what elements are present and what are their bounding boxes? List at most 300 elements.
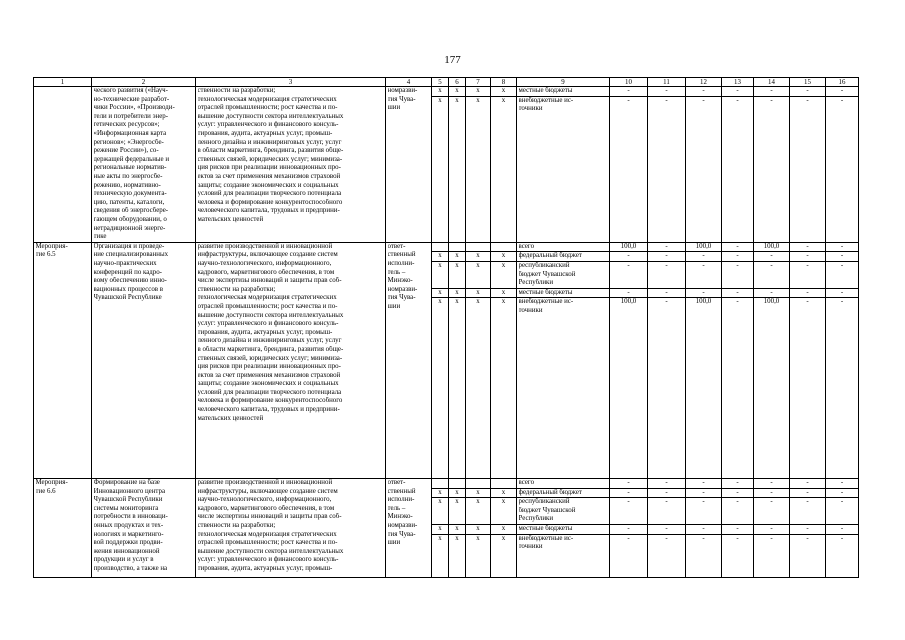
event-name-cell-line: продукции и услуг в bbox=[93, 556, 154, 564]
column-number-7: 7 bbox=[466, 78, 491, 87]
expected-result-cell-line: инфраструктуры, включающее создание систем bbox=[197, 487, 338, 495]
code-cell-c7 bbox=[466, 478, 491, 488]
event-name-cell-line: потребности в инноваци- bbox=[93, 513, 168, 521]
funding-source-cell bbox=[517, 534, 610, 577]
event-name-cell-line: тели и потребители энер- bbox=[93, 112, 169, 120]
code-cell-c8: x bbox=[491, 534, 517, 577]
amount-cell-year-7: - bbox=[826, 288, 859, 298]
code-cell-c6: x bbox=[449, 498, 466, 525]
funding-source-cell-line: точники bbox=[518, 105, 543, 113]
expected-result-cell-line: ленного дизайна и инжиниринговых услуг, услуг bbox=[197, 337, 342, 345]
code-cell-c7: x bbox=[466, 96, 491, 242]
responsible-executor-cell-line: тия Чува- bbox=[387, 95, 416, 103]
funding-source-cell-line: местные бюджеты bbox=[518, 288, 573, 296]
column-number-5: 5 bbox=[432, 78, 449, 87]
amount-cell-year-5: - bbox=[754, 87, 790, 97]
code-cell-c5: x bbox=[432, 252, 449, 262]
amount-cell-year-2: - bbox=[648, 534, 686, 577]
event-name-cell-line: производство, а также на bbox=[93, 564, 168, 572]
code-cell-c5: x bbox=[432, 488, 449, 498]
funding-source-cell bbox=[517, 488, 610, 498]
event-name-cell-line: цию, патенты, каталоги, bbox=[93, 198, 165, 206]
amount-cell-year-4: - bbox=[722, 96, 754, 242]
amount-cell-year-4: - bbox=[722, 261, 754, 288]
expected-result-cell-line: в области маркетинга, брендинга, развития обще- bbox=[197, 147, 344, 155]
amount-cell-year-3: - bbox=[686, 252, 722, 262]
code-cell-c5: x bbox=[432, 261, 449, 288]
expected-result-cell-line: вышение доступности сектора интеллектуальных bbox=[197, 311, 344, 319]
amount-cell-year-4: - bbox=[722, 252, 754, 262]
event-name-cell-line: ческого развития («Науч- bbox=[93, 87, 168, 94]
event-name-cell-line: конференций по кадро- bbox=[93, 268, 162, 276]
funding-source-cell-line: всего bbox=[518, 242, 535, 250]
code-cell-c8: x bbox=[491, 488, 517, 498]
program-table bbox=[33, 77, 859, 578]
code-cell-c8 bbox=[491, 242, 517, 252]
code-cell-c7: x bbox=[466, 87, 491, 97]
code-cell-c7: x bbox=[466, 498, 491, 525]
amount-cell-year-6: - bbox=[790, 261, 826, 288]
column-number-row bbox=[34, 78, 859, 87]
funding-source-cell bbox=[517, 252, 610, 262]
event-name-cell-line: системы мониторинга bbox=[93, 504, 159, 512]
expected-result-cell-line: защиты; создание экономических и социальных bbox=[197, 181, 339, 189]
code-cell-c6 bbox=[449, 242, 466, 252]
column-number-12: 12 bbox=[686, 78, 722, 87]
amount-cell-year-1: - bbox=[610, 488, 648, 498]
amount-cell-year-5: - bbox=[754, 252, 790, 262]
responsible-executor-cell-line: исполни- bbox=[387, 496, 415, 504]
expected-result-cell-line: условий для реализации творческого потенциала bbox=[197, 190, 342, 198]
column-number-6: 6 bbox=[449, 78, 466, 87]
amount-cell-year-1: - bbox=[610, 534, 648, 577]
funding-source-cell-line: республиканский bbox=[518, 261, 570, 269]
expected-result-cell-line: защиты; создание экономических и социальных bbox=[197, 380, 339, 388]
expected-result-cell-line: числе экспертизы инноваций и защиты прав соб- bbox=[197, 513, 342, 521]
code-cell-c8: x bbox=[491, 298, 517, 479]
code-cell-c5: x bbox=[432, 96, 449, 242]
event-name-cell-line: держащей федеральные и bbox=[93, 155, 170, 163]
responsible-executor-cell-line: шии bbox=[387, 104, 401, 112]
funding-source-cell bbox=[517, 96, 610, 242]
table-row bbox=[34, 87, 859, 97]
responsible-executor-cell-line: Минэко- bbox=[387, 513, 413, 521]
funding-source-cell-line: внебюджетные ис- bbox=[518, 534, 574, 542]
code-cell-c8: x bbox=[491, 87, 517, 97]
expected-result-cell bbox=[196, 87, 386, 243]
funding-source-cell-line: местные бюджеты bbox=[518, 524, 573, 532]
amount-cell-year-7: - bbox=[826, 252, 859, 262]
amount-cell-year-6: - bbox=[790, 87, 826, 97]
event-name-cell-line: онных продуктах и тех- bbox=[93, 521, 164, 529]
code-cell-c6: x bbox=[449, 524, 466, 534]
expected-result-cell-line: отраслей промышленности; рост качества и по- bbox=[197, 104, 338, 112]
code-cell-c8: x bbox=[491, 498, 517, 525]
event-name-cell-line: ные акты по энергосбе- bbox=[93, 172, 163, 180]
amount-cell-year-5: 100,0 bbox=[754, 242, 790, 252]
amount-cell-year-1: - bbox=[610, 478, 648, 488]
expected-result-cell-line: тирования, аудита, актуарных услуг, промыш- bbox=[197, 129, 333, 137]
expected-result-cell-line: ственных связей, юридических услуг; минимиза- bbox=[197, 354, 343, 362]
column-number-9: 9 bbox=[517, 78, 610, 87]
event-name-cell bbox=[92, 87, 196, 243]
expected-result-cell-line: ектов за счет применения механизмов страховой bbox=[197, 172, 341, 180]
amount-cell-year-6: - bbox=[790, 252, 826, 262]
funding-source-cell bbox=[517, 242, 610, 252]
amount-cell-year-2: - bbox=[648, 261, 686, 288]
amount-cell-year-3: - bbox=[686, 534, 722, 577]
funding-source-cell-line: точники bbox=[518, 306, 543, 314]
event-name-cell-line: «Информационная карта bbox=[93, 129, 167, 137]
expected-result-cell-line: человеческого капитала, трудовых и предприни- bbox=[197, 406, 340, 414]
amount-cell-year-3: 100,0 bbox=[686, 298, 722, 479]
expected-result-cell-line: услуг: управленческого и финансового консуль- bbox=[197, 121, 339, 129]
event-name-cell-line: вационных процессов в bbox=[93, 285, 164, 293]
funding-source-cell-line: федеральный бюджет bbox=[518, 488, 582, 496]
responsible-executor-cell-line: шии bbox=[387, 539, 401, 547]
event-name-cell-line: региональные норматив- bbox=[93, 164, 167, 172]
expected-result-cell-line: ция рисков при реализации инновационных про- bbox=[197, 363, 341, 371]
expected-result-cell-line: условий для реализации творческого потенциала bbox=[197, 388, 342, 396]
event-name-cell-line: Чувашской Республики bbox=[93, 496, 163, 504]
amount-cell-year-4: - bbox=[722, 478, 754, 488]
amount-cell-year-5: - bbox=[754, 488, 790, 498]
event-name-cell-line: Организация и проведе- bbox=[93, 242, 165, 250]
code-cell-c6: x bbox=[449, 298, 466, 479]
expected-result-cell-line: вышение доступности сектора интеллектуальных bbox=[197, 112, 344, 120]
amount-cell-year-2: - bbox=[648, 298, 686, 479]
code-cell-c6: x bbox=[449, 96, 466, 242]
event-name-cell-line: гающем оборудовании, о bbox=[93, 215, 167, 223]
code-cell-c5 bbox=[432, 242, 449, 252]
amount-cell-year-2: - bbox=[648, 96, 686, 242]
expected-result-cell-line: тирования, аудита, актуарных услуг, промыш- bbox=[197, 328, 333, 336]
expected-result-cell-line: услуг: управленческого и финансового консуль- bbox=[197, 320, 339, 328]
code-cell-c7: x bbox=[466, 534, 491, 577]
code-cell-c7: x bbox=[466, 252, 491, 262]
funding-source-cell-line: внебюджетные ис- bbox=[518, 298, 574, 306]
amount-cell-year-5: - bbox=[754, 478, 790, 488]
expected-result-cell-line: тирования, аудита, актуарных услуг, промыш- bbox=[197, 564, 333, 572]
event-name-cell-line: жения инновационной bbox=[93, 547, 160, 555]
event-id-cell bbox=[34, 478, 92, 577]
code-cell-c7: x bbox=[466, 261, 491, 288]
amount-cell-year-1: - bbox=[610, 87, 648, 97]
responsible-executor-cell-line: ственный bbox=[387, 487, 416, 495]
responsible-executor-cell-line: шии bbox=[387, 302, 401, 310]
amount-cell-year-3: 100,0 bbox=[686, 242, 722, 252]
column-number-16: 16 bbox=[826, 78, 859, 87]
code-cell-c6: x bbox=[449, 288, 466, 298]
funding-source-cell-line: федеральный бюджет bbox=[518, 252, 582, 260]
amount-cell-year-6: - bbox=[790, 96, 826, 242]
funding-source-cell-line: всего bbox=[518, 478, 535, 486]
event-name-cell-line: сведения об энергосбере- bbox=[93, 207, 169, 215]
code-cell-c7: x bbox=[466, 524, 491, 534]
amount-cell-year-4: - bbox=[722, 524, 754, 534]
event-id-cell bbox=[34, 87, 92, 243]
expected-result-cell-line: развитие производственной и инновационной bbox=[197, 478, 333, 486]
code-cell-c5: x bbox=[432, 87, 449, 97]
amount-cell-year-7: - bbox=[826, 242, 859, 252]
amount-cell-year-3: - bbox=[686, 498, 722, 525]
code-cell-c5: x bbox=[432, 524, 449, 534]
amount-cell-year-5: - bbox=[754, 524, 790, 534]
expected-result-cell-line: человека и формирование конкурентоспособного bbox=[197, 397, 343, 405]
funding-source-cell-line: бюджет Чувашской bbox=[518, 270, 576, 278]
amount-cell-year-4: - bbox=[722, 488, 754, 498]
code-cell-c7: x bbox=[466, 288, 491, 298]
code-cell-c8: x bbox=[491, 96, 517, 242]
amount-cell-year-6: - bbox=[790, 298, 826, 479]
column-number-15: 15 bbox=[790, 78, 826, 87]
amount-cell-year-5: - bbox=[754, 288, 790, 298]
code-cell-c8: x bbox=[491, 288, 517, 298]
event-id-cell-line: Мероприя- bbox=[35, 478, 68, 486]
expected-result-cell-line: мательских ценностей bbox=[197, 414, 264, 422]
amount-cell-year-5: - bbox=[754, 96, 790, 242]
code-cell-c5 bbox=[432, 478, 449, 488]
amount-cell-year-3: - bbox=[686, 87, 722, 97]
column-number-11: 11 bbox=[648, 78, 686, 87]
expected-result-cell-line: мательских ценностей bbox=[197, 215, 264, 223]
funding-source-cell bbox=[517, 261, 610, 288]
amount-cell-year-6: - bbox=[790, 288, 826, 298]
responsible-executor-cell-line: ственный bbox=[387, 251, 416, 259]
funding-source-cell-line: точники bbox=[518, 543, 543, 551]
event-name-cell bbox=[92, 242, 196, 478]
event-name-cell-line: вому обеспечению инно- bbox=[93, 277, 167, 285]
code-cell-c8 bbox=[491, 478, 517, 488]
amount-cell-year-2: - bbox=[648, 87, 686, 97]
code-cell-c5: x bbox=[432, 534, 449, 577]
responsible-executor-cell-line: тия Чува- bbox=[387, 530, 416, 538]
column-number-8: 8 bbox=[491, 78, 517, 87]
expected-result-cell-line: отраслей промышленности; рост качества и по- bbox=[197, 539, 338, 547]
expected-result-cell-line: ция рисков при реализации инновационных про- bbox=[197, 164, 341, 172]
amount-cell-year-7: - bbox=[826, 488, 859, 498]
amount-cell-year-7: - bbox=[826, 87, 859, 97]
expected-result-cell-line: ственности на разработки; bbox=[197, 521, 276, 529]
code-cell-c8: x bbox=[491, 252, 517, 262]
responsible-executor-cell-line: исполни- bbox=[387, 259, 415, 267]
expected-result-cell-line: ственных связей, юридических услуг; минимиза- bbox=[197, 155, 343, 163]
code-cell-c8: x bbox=[491, 261, 517, 288]
expected-result-cell-line: человеческого капитала, трудовых и предприни- bbox=[197, 207, 340, 215]
funding-source-cell-line: бюджет Чувашской bbox=[518, 506, 576, 514]
amount-cell-year-4: - bbox=[722, 87, 754, 97]
responsible-executor-cell-line: номразви- bbox=[387, 285, 418, 293]
code-cell-c5: x bbox=[432, 498, 449, 525]
event-name-cell-line: но-технические разработ- bbox=[93, 95, 170, 103]
responsible-executor-cell-line: номразви- bbox=[387, 521, 418, 529]
funding-source-cell bbox=[517, 478, 610, 488]
expected-result-cell-line: вышение доступности сектора интеллектуальных bbox=[197, 547, 344, 555]
responsible-executor-cell-line: Минэко- bbox=[387, 277, 413, 285]
amount-cell-year-6: - bbox=[790, 524, 826, 534]
amount-cell-year-6: - bbox=[790, 488, 826, 498]
amount-cell-year-1: 100,0 bbox=[610, 298, 648, 479]
expected-result-cell-line: ственности на разработки; bbox=[197, 285, 276, 293]
amount-cell-year-7: - bbox=[826, 261, 859, 288]
code-cell-c7 bbox=[466, 242, 491, 252]
amount-cell-year-3: - bbox=[686, 478, 722, 488]
event-id-cell bbox=[34, 242, 92, 478]
amount-cell-year-2: - bbox=[648, 488, 686, 498]
amount-cell-year-7: - bbox=[826, 534, 859, 577]
expected-result-cell bbox=[196, 242, 386, 478]
event-name-cell-line: режению, нормативно- bbox=[93, 181, 161, 189]
code-cell-c5: x bbox=[432, 288, 449, 298]
code-cell-c8: x bbox=[491, 524, 517, 534]
event-name-cell-line: Формирование на базе bbox=[93, 478, 160, 486]
expected-result-cell-line: в области маркетинга, брендинга, развития обще- bbox=[197, 345, 344, 353]
event-name-cell-line: техническую документа- bbox=[93, 190, 167, 198]
expected-result-cell-line: ленного дизайна и инжиниринговых услуг, услуг bbox=[197, 138, 342, 146]
amount-cell-year-2: - bbox=[648, 242, 686, 252]
amount-cell-year-1: - bbox=[610, 261, 648, 288]
expected-result-cell-line: научно-технологического, информационного, bbox=[197, 259, 332, 267]
column-number-3: 3 bbox=[196, 78, 386, 87]
expected-result-cell-line: кадрового, маркетингового обеспечения, в том bbox=[197, 268, 335, 276]
event-name-cell-line: Чувашской Республике bbox=[93, 294, 162, 302]
amount-cell-year-4: - bbox=[722, 498, 754, 525]
event-name-cell-line: нологиях и маркетинго- bbox=[93, 530, 164, 538]
funding-source-cell-line: республиканский bbox=[518, 498, 570, 506]
event-id-cell-line: тие 6.6 bbox=[35, 487, 56, 495]
funding-source-cell bbox=[517, 87, 610, 97]
amount-cell-year-1: 100,0 bbox=[610, 242, 648, 252]
code-cell-c7: x bbox=[466, 298, 491, 479]
page-number: 177 bbox=[444, 54, 461, 66]
amount-cell-year-4: - bbox=[722, 298, 754, 479]
amount-cell-year-6: - bbox=[790, 498, 826, 525]
funding-source-cell bbox=[517, 288, 610, 298]
amount-cell-year-3: - bbox=[686, 288, 722, 298]
amount-cell-year-6: - bbox=[790, 242, 826, 252]
amount-cell-year-4: - bbox=[722, 242, 754, 252]
event-name-cell-line: режение России»), со- bbox=[93, 147, 159, 155]
responsible-executor-cell bbox=[386, 478, 432, 577]
event-name-cell-line: регионов»; «Энергосбе- bbox=[93, 138, 164, 146]
amount-cell-year-5: 100,0 bbox=[754, 298, 790, 479]
expected-result-cell-line: человека и формирование конкурентоспособного bbox=[197, 198, 343, 206]
amount-cell-year-2: - bbox=[648, 252, 686, 262]
amount-cell-year-1: - bbox=[610, 96, 648, 242]
expected-result-cell-line: технологическая модернизация стратегических bbox=[197, 95, 337, 103]
code-cell-c5: x bbox=[432, 298, 449, 479]
column-number-1: 1 bbox=[34, 78, 92, 87]
code-cell-c7: x bbox=[466, 488, 491, 498]
code-cell-c6 bbox=[449, 478, 466, 488]
amount-cell-year-3: - bbox=[686, 96, 722, 242]
funding-source-cell-line: Республики bbox=[518, 279, 554, 287]
event-name-cell-line: гетических ресурсов»; bbox=[93, 121, 160, 129]
expected-result-cell-line: ственности на разработки; bbox=[197, 87, 276, 94]
amount-cell-year-7: - bbox=[826, 298, 859, 479]
amount-cell-year-4: - bbox=[722, 288, 754, 298]
column-number-13: 13 bbox=[722, 78, 754, 87]
code-cell-c6: x bbox=[449, 534, 466, 577]
event-id-cell-line: тие 6.5 bbox=[35, 251, 56, 259]
expected-result-cell bbox=[196, 478, 386, 577]
expected-result-cell-line: ектов за счет применения механизмов страховой bbox=[197, 371, 341, 379]
funding-source-cell bbox=[517, 298, 610, 479]
event-id-cell-line: Мероприя- bbox=[35, 242, 68, 250]
amount-cell-year-6: - bbox=[790, 534, 826, 577]
responsible-executor-cell bbox=[386, 87, 432, 243]
event-name-cell-line: ние специализированных bbox=[93, 251, 169, 259]
expected-result-cell-line: числе экспертизы инноваций и защиты прав соб- bbox=[197, 277, 342, 285]
funding-source-cell bbox=[517, 524, 610, 534]
funding-source-cell bbox=[517, 498, 610, 525]
event-name-cell-line: нетрадиционной энерге- bbox=[93, 224, 166, 232]
responsible-executor-cell-line: номразви- bbox=[387, 87, 418, 94]
table-row bbox=[34, 242, 859, 252]
expected-result-cell-line: инфраструктуры, включающее создание систем bbox=[197, 251, 338, 259]
amount-cell-year-3: - bbox=[686, 524, 722, 534]
code-cell-c6: x bbox=[449, 87, 466, 97]
amount-cell-year-1: - bbox=[610, 498, 648, 525]
column-number-14: 14 bbox=[754, 78, 790, 87]
responsible-executor-cell bbox=[386, 242, 432, 478]
expected-result-cell-line: услуг: управленческого и финансового консуль- bbox=[197, 556, 339, 564]
column-number-10: 10 bbox=[610, 78, 648, 87]
event-name-cell-line: вой поддержки продви- bbox=[93, 539, 163, 547]
expected-result-cell-line: технологическая модернизация стратегических bbox=[197, 294, 337, 302]
code-cell-c6: x bbox=[449, 261, 466, 288]
amount-cell-year-2: - bbox=[648, 524, 686, 534]
amount-cell-year-6: - bbox=[790, 478, 826, 488]
amount-cell-year-5: - bbox=[754, 261, 790, 288]
event-name-cell-line: чики России», «Производи- bbox=[93, 104, 175, 112]
amount-cell-year-7: - bbox=[826, 96, 859, 242]
amount-cell-year-1: - bbox=[610, 288, 648, 298]
event-name-cell-line: тике bbox=[93, 233, 107, 241]
table-row bbox=[34, 478, 859, 488]
funding-source-cell-line: местные бюджеты bbox=[518, 87, 573, 94]
responsible-executor-cell-line: ответ- bbox=[387, 242, 406, 250]
code-cell-c6: x bbox=[449, 252, 466, 262]
funding-source-cell-line: Республики bbox=[518, 515, 554, 523]
event-name-cell-line: научно-практических bbox=[93, 259, 157, 267]
code-cell-c6: x bbox=[449, 488, 466, 498]
amount-cell-year-3: - bbox=[686, 261, 722, 288]
expected-result-cell-line: технологическая модернизация стратегических bbox=[197, 530, 337, 538]
amount-cell-year-5: - bbox=[754, 498, 790, 525]
expected-result-cell-line: развитие производственной и инновационной bbox=[197, 242, 333, 250]
event-name-cell-line: Инновационного центра bbox=[93, 487, 166, 495]
responsible-executor-cell-line: тия Чува- bbox=[387, 294, 416, 302]
amount-cell-year-2: - bbox=[648, 498, 686, 525]
amount-cell-year-1: - bbox=[610, 524, 648, 534]
expected-result-cell-line: отраслей промышленности; рост качества и по- bbox=[197, 302, 338, 310]
column-number-4: 4 bbox=[386, 78, 432, 87]
amount-cell-year-3: - bbox=[686, 488, 722, 498]
amount-cell-year-1: - bbox=[610, 252, 648, 262]
responsible-executor-cell-line: тель – bbox=[387, 504, 406, 512]
amount-cell-year-4: - bbox=[722, 534, 754, 577]
responsible-executor-cell-line: ответ- bbox=[387, 478, 406, 486]
expected-result-cell-line: кадрового, маркетингового обеспечения, в том bbox=[197, 504, 335, 512]
column-number-2: 2 bbox=[92, 78, 196, 87]
expected-result-cell-line: научно-технологического, информационного, bbox=[197, 496, 332, 504]
amount-cell-year-5: - bbox=[754, 534, 790, 577]
amount-cell-year-2: - bbox=[648, 288, 686, 298]
amount-cell-year-7: - bbox=[826, 524, 859, 534]
responsible-executor-cell-line: тель – bbox=[387, 268, 406, 276]
amount-cell-year-7: - bbox=[826, 498, 859, 525]
